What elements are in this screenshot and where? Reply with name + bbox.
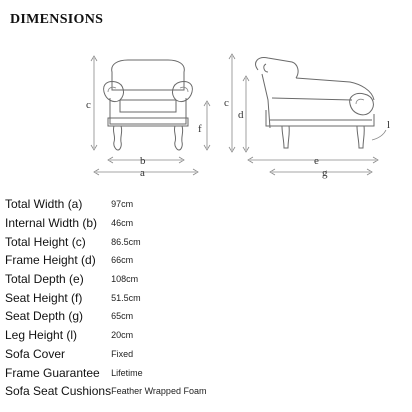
label-b: b [140, 155, 146, 167]
spec-row [5, 214, 206, 233]
spec-label: Frame Guarantee [5, 365, 100, 380]
spec-value: Feather Wrapped Foam [111, 386, 207, 397]
spec-value: 51.5cm [111, 292, 141, 303]
spec-row [5, 288, 206, 307]
spec-row [5, 232, 206, 251]
spec-row [5, 307, 206, 326]
spec-row [5, 382, 206, 401]
spec-label: Sofa Cover [5, 346, 66, 361]
spec-label: Seat Depth (g) [5, 309, 84, 324]
spec-row [5, 363, 206, 382]
spec-label: Frame Height (d) [5, 253, 96, 268]
spec-row [5, 195, 206, 214]
label-d: d [238, 109, 244, 121]
spec-row [5, 270, 206, 289]
spec-label: Total Height (c) [5, 234, 86, 249]
spec-label: Total Width (a) [5, 197, 83, 212]
label-g: g [322, 167, 328, 179]
spec-value: 86.5cm [111, 236, 141, 247]
label-l: l [387, 119, 391, 131]
side-view-armchair [229, 54, 386, 175]
label-c-front: c [86, 99, 91, 111]
spec-row [5, 251, 206, 270]
spec-row [5, 345, 206, 364]
spec-row [5, 326, 206, 345]
spec-value: Lifetime [111, 367, 143, 378]
spec-value: 20cm [111, 330, 134, 341]
armchair-dimension-diagram [0, 0, 412, 200]
page-title: DIMENSIONS [10, 12, 104, 27]
spec-value: 46cm [111, 218, 134, 229]
spec-label: Sofa Seat Cushions [5, 384, 112, 399]
label-e: e [314, 155, 319, 167]
spec-value: 65cm [111, 311, 134, 322]
specifications-table [5, 195, 206, 401]
spec-label: Seat Height (f) [5, 290, 83, 305]
spec-label: Total Depth (e) [5, 272, 84, 287]
spec-value: Fixed [111, 348, 134, 359]
spec-value: 66cm [111, 255, 134, 266]
label-a: a [140, 167, 145, 179]
label-f: f [198, 123, 202, 135]
spec-label: Internal Width (b) [5, 216, 98, 231]
front-view-armchair [91, 56, 210, 175]
spec-label: Leg Height (l) [5, 328, 78, 343]
spec-value: 108cm [111, 274, 139, 285]
spec-value: 97cm [111, 199, 134, 210]
label-c-side: c [224, 97, 229, 109]
